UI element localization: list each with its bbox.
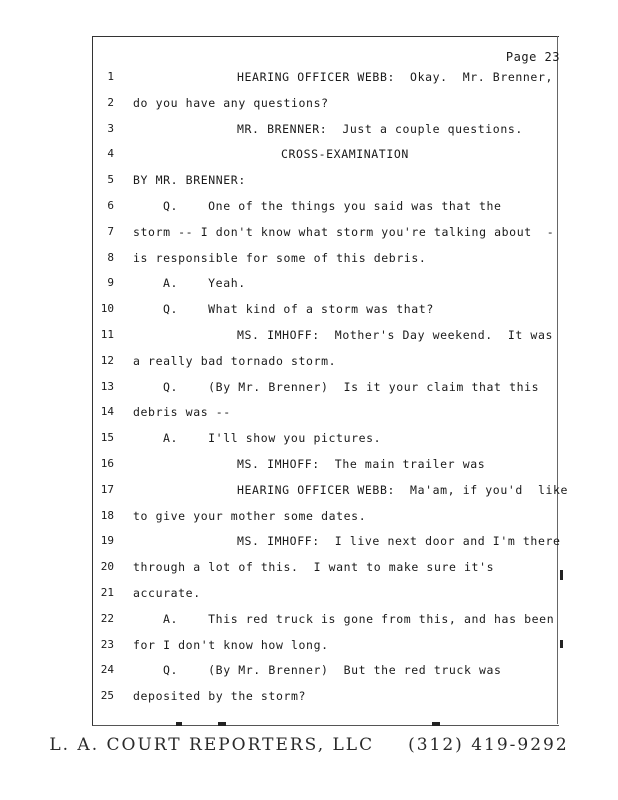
line-text: accurate.: [133, 586, 201, 600]
line-text: storm -- I don't know what storm you're talking about -: [133, 224, 555, 239]
footer-company: L. A. COURT REPORTERS, LLC: [49, 735, 375, 755]
transcript-line: [0, 380, 560, 400]
transcript-line: [0, 405, 560, 425]
line-text: Q. What kind of a storm was that?: [163, 302, 434, 317]
transcript-line: [0, 225, 560, 245]
line-number: 3: [107, 121, 114, 135]
transcript-line: [0, 122, 560, 142]
line-number: 23: [100, 637, 114, 651]
transcript-line: [0, 509, 560, 529]
footer: [0, 735, 618, 755]
line-number: 17: [100, 482, 114, 496]
line-text: do you have any questions?: [133, 95, 329, 110]
line-number: 8: [107, 250, 114, 264]
scan-mark: [560, 640, 563, 648]
line-number: 9: [107, 276, 114, 290]
transcript-line: [0, 689, 560, 709]
line-text: a really bad tornado storm.: [133, 353, 337, 368]
transcript-line: [0, 638, 560, 658]
footer-phone: (312) 419-9292: [408, 735, 569, 755]
line-number: 21: [100, 586, 114, 599]
line-text: deposited by the storm?: [133, 689, 307, 704]
transcript-line: [0, 431, 560, 451]
scan-mark: [218, 722, 226, 726]
line-text: debris was --: [133, 405, 231, 420]
line-number: 24: [100, 663, 114, 677]
line-text: is responsible for some of this debris.: [133, 250, 427, 265]
transcript-line: [0, 560, 560, 580]
scan-mark: [560, 570, 563, 580]
transcript-line: [0, 586, 560, 606]
line-number: 4: [107, 147, 114, 161]
line-text: A. I'll show you pictures.: [163, 431, 382, 446]
transcript-line: [0, 663, 560, 683]
line-number: 5: [107, 173, 114, 187]
page-number: Page 23: [505, 50, 560, 64]
transcript-line: [0, 147, 560, 167]
transcript-line: [0, 457, 560, 477]
line-number: 15: [100, 431, 114, 445]
line-number: 10: [100, 302, 114, 316]
line-number: 11: [100, 328, 114, 341]
transcript-line: [0, 199, 560, 219]
line-number: 14: [100, 405, 114, 419]
transcript-line: [0, 354, 560, 374]
line-text: MS. IMHOFF: Mother's Day weekend. It was: [237, 328, 553, 342]
line-number: 25: [100, 689, 114, 703]
line-text: A. Yeah.: [163, 276, 246, 291]
transcript-line: [0, 251, 560, 271]
transcript-line: [0, 482, 569, 503]
line-text: to give your mother some dates.: [133, 508, 367, 523]
line-text: for I don't know how long.: [133, 637, 329, 652]
line-number: 16: [100, 457, 114, 470]
transcript-line: [0, 173, 560, 193]
transcript-line: [0, 276, 560, 296]
transcript-line: [0, 328, 560, 348]
line-text: BY MR. BRENNER:: [133, 173, 246, 188]
line-number: 18: [100, 508, 114, 522]
scan-mark: [432, 722, 440, 726]
line-text: MS. IMHOFF: I live next door and I'm there: [237, 534, 561, 549]
line-text: CROSS-EXAMINATION: [281, 147, 409, 162]
transcript-line: [0, 534, 560, 554]
line-number: 22: [100, 611, 114, 625]
transcript-line: [0, 612, 560, 632]
line-text: HEARING OFFICER WEBB: Ma'am, if you'd like: [237, 482, 569, 497]
line-text: through a lot of this. I want to make sure it's: [133, 560, 495, 575]
line-number: 1: [107, 70, 114, 83]
line-text: MS. IMHOFF: The main trailer was: [237, 457, 486, 471]
line-number: 12: [100, 353, 114, 367]
line-number: 13: [100, 379, 114, 393]
line-number: 7: [107, 224, 114, 238]
scan-mark: [176, 722, 182, 726]
line-text: Q. (By Mr. Brenner) But the red truck was: [163, 663, 502, 678]
line-number: 19: [100, 534, 114, 548]
line-number: 20: [100, 560, 114, 574]
line-number: 6: [107, 199, 114, 212]
line-text: Q. (By Mr. Brenner) Is it your claim that this: [163, 379, 540, 394]
line-number: 2: [107, 95, 114, 109]
line-text: A. This red truck is gone from this, and has been: [163, 611, 555, 626]
transcript-line: [0, 96, 560, 116]
line-text: MR. BRENNER: Just a couple questions.: [237, 121, 523, 136]
transcript-line: [0, 70, 560, 90]
transcript-line: [0, 302, 560, 322]
line-text: Q. One of the things you said was that the: [163, 199, 502, 213]
line-text: HEARING OFFICER WEBB: Okay. Mr. Brenner,: [237, 70, 553, 84]
